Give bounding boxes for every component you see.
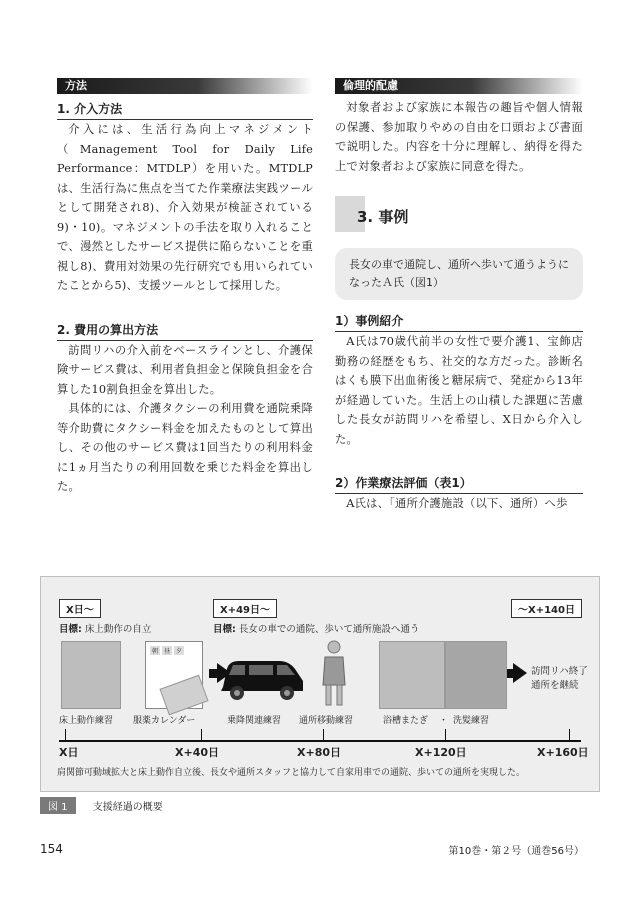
cost-method-text-1: 訪問リハの介入前をベースラインとし、介護保険サービス費は、利用者負担金と保険負担金を合算した10割負担金を算出した。 <box>57 343 313 396</box>
cap-medication-calendar: 服薬カレンダー <box>133 716 196 726</box>
timeline-label-x: X日 <box>59 746 79 759</box>
methods-header: 方法 <box>57 78 313 94</box>
end-status <box>531 665 588 693</box>
case-intro-heading: 1）事例紹介 <box>335 312 583 332</box>
goal-1-text: 床上動作の自立 <box>84 624 152 635</box>
cap-car-transfer: 乗降関連練習 <box>227 716 282 726</box>
case-section-title <box>335 196 583 244</box>
cap-separator: ・ <box>439 716 449 726</box>
cap-bath-step: 浴槽またぎ <box>383 716 429 726</box>
goal-1 <box>59 621 151 635</box>
end-status-line-1: 訪問リハ終了 <box>531 666 588 677</box>
stage-tag-x: X日〜 <box>59 599 101 618</box>
figure-summary: 肩関節可動域拡大と床上動作自立後、長女や通所スタッフと協力して自家用車での通院、歩いての通所を実現した。 <box>57 768 526 778</box>
stage-tag-x140: 〜X+140日 <box>511 599 582 618</box>
left-column <box>57 78 313 497</box>
tick-x <box>65 729 66 741</box>
tick-x80 <box>323 729 324 741</box>
cal-day-2: 昼 <box>164 648 171 655</box>
walking-person-icon <box>319 639 349 709</box>
goal-2-text: 長女の車での通院、歩いて通所施設へ通う <box>238 624 420 635</box>
bath-transfer-photo <box>379 641 445 709</box>
end-status-line-2: 通所を継続 <box>531 680 579 691</box>
goal-2-label: 目標: <box>213 624 236 635</box>
ethics-text: 対象者および家族に本報告の趣旨や個人情報の保護、参加取りやめの自由を口頭および書面で説明した。内容を十分に理解し、納得を得た上で対象者および家族に同意を得た。 <box>335 101 583 173</box>
tick-x120 <box>445 729 446 741</box>
case-title-text: 3. 事例 <box>357 208 409 226</box>
intervention-method-heading: 1. 介入方法 <box>57 100 313 120</box>
cal-day-3: 夕 <box>176 648 183 655</box>
stage-tag-x49: X+49日〜 <box>213 599 277 618</box>
ot-eval-heading: 2）作業療法評価（表1） <box>335 474 583 494</box>
goal-1-label: 目標: <box>59 624 82 635</box>
case-intro-text: A氏は70歳代前半の女性で要介護1、宝飾店勤務の経歴をもち、社交的な方だった。診断名はくも膜下出血術後と糖尿病で、発症から13年が経過していた。生活上の山積した課題に苦慮した長女が訪問リハを希望し、X日から介入した。 <box>335 335 583 446</box>
page-number: 154 <box>40 842 63 856</box>
goal-2 <box>213 621 419 635</box>
cap-daycare-walking: 通所移動練習 <box>299 716 354 726</box>
tick-x40 <box>201 729 202 741</box>
figure-1 <box>40 576 600 792</box>
cost-method-text-2: 具体的には、介護タクシーの利用費を通院乗降等介助費にタクシー料金を加えたものとして算出し、その他のサービス費は1回当たりの利用料金に1ヵ月当たりの利用回数を乗じた料金を算出した。 <box>57 402 313 493</box>
timeline-label-x160: X+160日 <box>537 746 589 759</box>
intervention-method-text: 介入には、生活行為向上マネジメント（Management Tool for Daily Life Performance：MTDLP）を用いた。MTDLPは、生活行為に焦点を当てた作業療法実践ツールとして開発され8)、介入効果が検証されている9)・10)。マネジメントの手法を取り入れることで、漫然としたサービス提供に陥らないことを重視し8)、費用対効果の先行研究でも用いられていたことから5)、支援ツールとして採用した。 <box>57 123 313 292</box>
figure-label: 図 1 <box>40 797 76 814</box>
callout-line-2: なったＡ氏（図1） <box>349 276 444 289</box>
issue-info: 第10巻・第２号（通巻56号） <box>448 846 584 857</box>
timeline-label-x120: X+120日 <box>415 746 467 759</box>
tick-x160 <box>569 729 570 741</box>
ot-eval-text: A氏は、「通所介護施設（以下、通所）へ歩 <box>346 497 568 510</box>
timeline-label-x40: X+40日 <box>175 746 220 759</box>
ethics-header: 倫理的配慮 <box>335 78 583 94</box>
car-icon <box>217 651 307 705</box>
case-callout <box>335 248 583 300</box>
cap-floor-exercise: 床上動作練習 <box>59 716 114 726</box>
figure-caption <box>40 797 163 814</box>
cal-day-1: 朝 <box>152 648 159 655</box>
hair-washing-photo <box>445 641 507 709</box>
right-column <box>335 78 583 514</box>
timeline-label-x80: X+80日 <box>297 746 342 759</box>
callout-line-1: 長女の車で通院し、通所へ歩いて通うように <box>349 258 569 271</box>
arrow-2-icon <box>513 663 527 683</box>
figure-caption-text: 支援経過の概要 <box>92 802 163 813</box>
timeline-axis <box>59 740 581 742</box>
cost-method-heading: 2. 費用の算出方法 <box>57 321 313 341</box>
floor-exercise-photo <box>61 641 121 709</box>
cap-hair-washing: 洗髪練習 <box>453 716 490 726</box>
